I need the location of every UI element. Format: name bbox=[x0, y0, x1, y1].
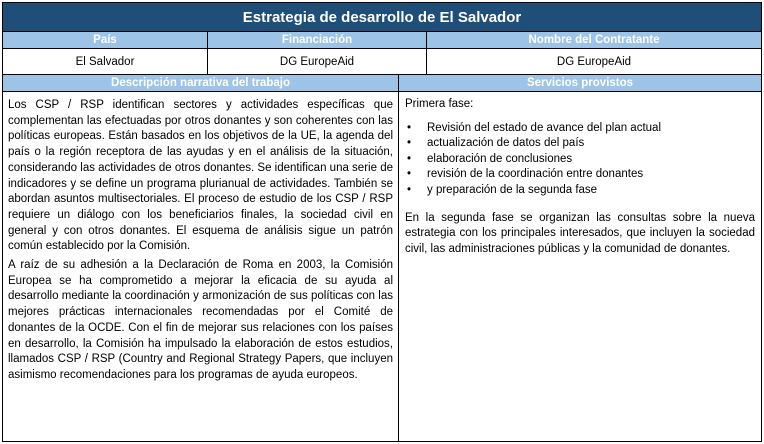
bullet-icon: • bbox=[407, 168, 412, 181]
list-item: • elaboración de conclusiones bbox=[405, 152, 755, 168]
list-item: • Revisión del estado de avance del plan actual bbox=[405, 121, 755, 137]
servicios-cell bbox=[399, 92, 761, 441]
header-servicios: Servicios provistos bbox=[399, 75, 761, 92]
header-pais: País bbox=[3, 32, 208, 49]
list-item: • actualización de datos del país bbox=[405, 136, 755, 152]
bullet-icon: • bbox=[407, 152, 412, 165]
list-item: • revisión de la coordinación entre donantes bbox=[405, 167, 755, 183]
header-descripcion: Descripción narrativa del trabajo bbox=[3, 75, 399, 92]
bullet-icon: • bbox=[407, 121, 412, 134]
servicios-list bbox=[405, 121, 755, 199]
descripcion-paragraph-1: Los CSP / RSP identifican sectores y actividades específicas que complementan las efectuadas por otros donantes y son coherentes con las políticas europeas. Están basados en los objetivos de la UE, la agenda del país o la región receptora de las ayudas y en el análisis de la situación, considerando las actividades de otros donantes. Se identifican una serie de indicadores y se define un programa plurianual de actividades. También se abordan asuntos multisectoriales. El proceso de estudio de los CSP / RSP requiere un diálogo con los beneficiarios finales, la sociedad civil en general y con otros donantes. El esquema de análisis sigue un patrón común establecido por la Comisión. bbox=[8, 99, 393, 253]
value-contratante: DG EuropeAid bbox=[427, 49, 761, 75]
list-item: • y preparación de la segunda fase bbox=[405, 183, 755, 199]
servicios-segunda-fase: En la segunda fase se organizan las consultas sobre la nueva estrategia con los principales interesados, que incluyen la sociedad civil, las administraciones públicas y la comunidad de donantes. bbox=[405, 211, 755, 255]
servicios-intro: Primera fase: bbox=[405, 98, 474, 110]
value-financiacion: DG EuropeAid bbox=[208, 49, 427, 75]
descripcion-paragraph-2: A raíz de su adhesión a la Declaración de Roma en 2003, la Comisión Europea se ha comprometido a mejorar la eficacia de su ayuda al desarrollo mediante la coordinación y armonización de sus políticas con las mejores prácticas internacionales recomendadas por el Comité de donantes de la OCDE. Con el fin de mejorar sus relaciones con los países en desarrollo, la Comisión ha impulsado la elaboración de estos estudios, llamados CSP / RSP (Country and Regional Strategy Papers, que incluyen asimismo recomendaciones para los programas de ayuda europeos. bbox=[8, 259, 393, 381]
descripcion-cell bbox=[3, 92, 399, 441]
table-title: Estrategia de desarrollo de El Salvador bbox=[3, 3, 761, 32]
bullet-icon: • bbox=[407, 137, 412, 150]
bullet-icon: • bbox=[407, 183, 412, 196]
strategy-table bbox=[2, 2, 762, 442]
value-pais: El Salvador bbox=[3, 49, 208, 75]
header-financiacion: Financiación bbox=[208, 32, 427, 49]
header-contratante: Nombre del Contratante bbox=[427, 32, 761, 49]
